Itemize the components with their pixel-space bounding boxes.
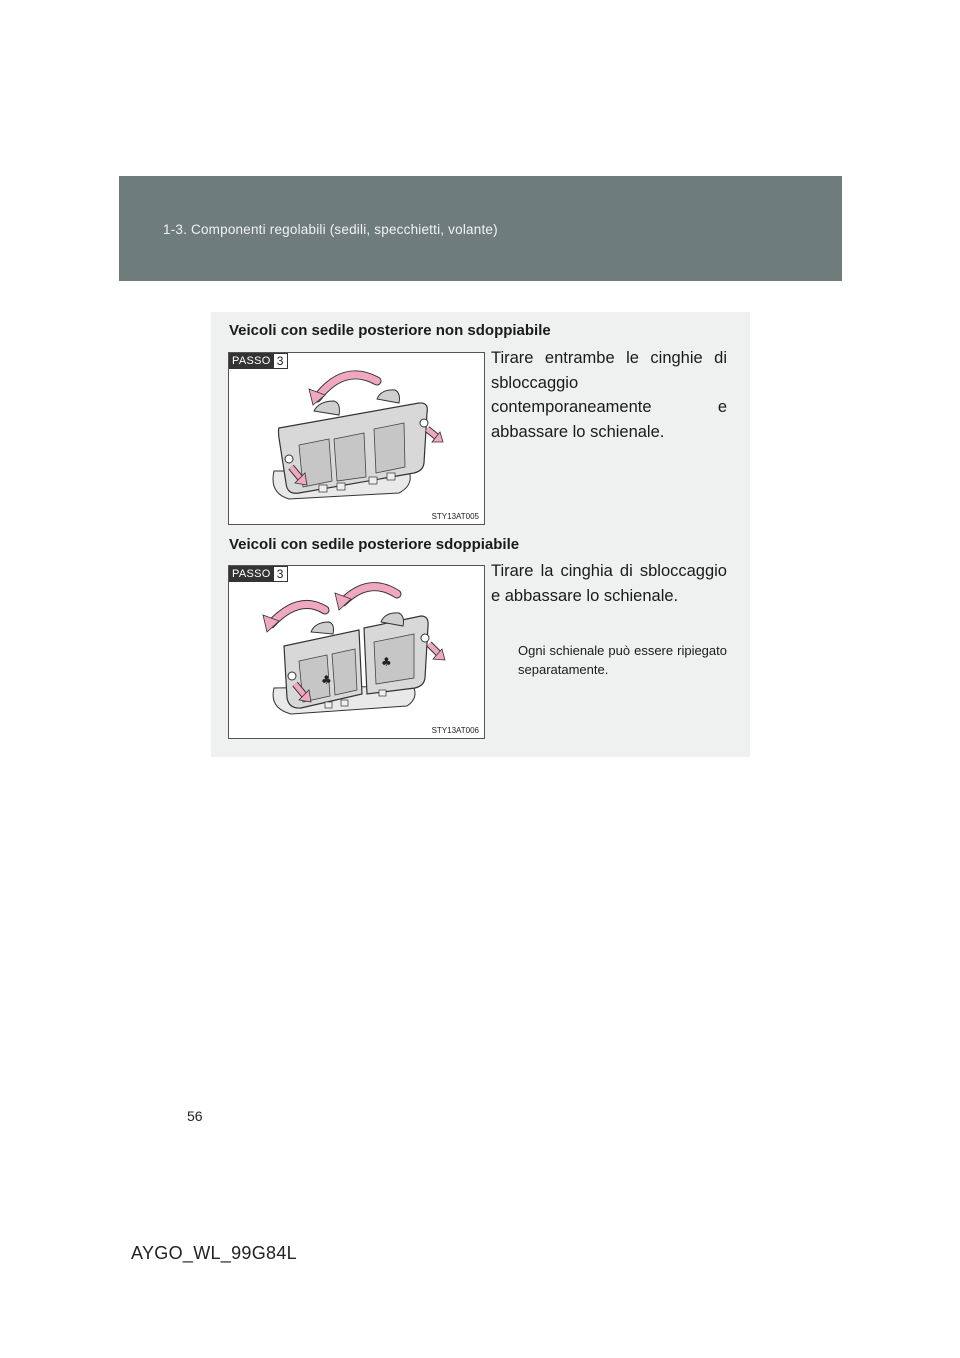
step-badge — [229, 353, 288, 369]
split-seat-illustration — [229, 566, 484, 738]
step-badge — [229, 566, 288, 582]
section-heading-split-seat: Veicoli con sedile posteriore sdoppiabile — [229, 536, 520, 553]
figure-non-split-seat — [228, 352, 485, 525]
svg-text:♣: ♣ — [321, 673, 332, 687]
chapter-title: 1-3. Componenti regolabili (sedili, specchietti, volante) — [163, 222, 498, 237]
step-instruction: Tirare entrambe le cinghie di sbloccaggio contemporaneamente e abbassare lo schienale. — [491, 349, 727, 441]
seat-illustration — [229, 353, 484, 524]
section-heading-non-split-seat: Veicoli con sedile posteriore non sdoppiabile — [229, 322, 551, 339]
chapter-header-bar — [119, 176, 842, 281]
step-instruction: Tirare la cinghia di sbloccaggio e abbassare lo schienale. — [491, 562, 727, 605]
content-panel — [211, 312, 750, 757]
step-number: 3 — [274, 353, 288, 369]
step-word: PASSO — [229, 353, 274, 369]
svg-text:♣: ♣ — [381, 655, 392, 669]
page-number: 56 — [187, 1108, 203, 1124]
figure-split-seat — [228, 565, 485, 739]
step-note: Ogni schienale può essere ripiegato separatamente. — [518, 643, 727, 677]
document-code: AYGO_WL_99G84L — [131, 1243, 297, 1263]
figure-code: STY13AT006 — [431, 726, 479, 735]
step-number: 3 — [274, 566, 288, 582]
step-word: PASSO — [229, 566, 274, 582]
figure-code: STY13AT005 — [431, 512, 479, 521]
